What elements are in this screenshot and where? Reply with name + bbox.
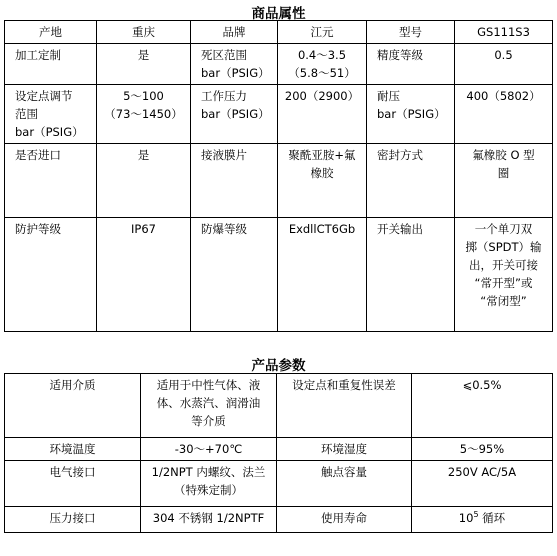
params-title: 产品参数 — [251, 358, 306, 374]
attributes-cell: 防护等级 — [5, 218, 97, 332]
attributes-table — [4, 20, 553, 332]
params-cell: 5～95% — [412, 438, 553, 461]
attributes-cell: 聚酰亚胺+氟 橡胶 — [278, 144, 367, 218]
attributes-cell: 是 — [97, 144, 191, 218]
attributes-row — [5, 21, 553, 44]
attributes-cell: 是 — [97, 44, 191, 85]
attributes-cell: GS111S3 — [455, 21, 553, 44]
attributes-cell: ExdllCT6Gb — [278, 218, 367, 332]
attributes-cell: IP67 — [97, 218, 191, 332]
attributes-cell: 耐压 bar（PSIG） — [367, 85, 455, 144]
params-table — [4, 373, 553, 533]
attributes-cell: 防爆等级 — [191, 218, 278, 332]
params-row — [5, 374, 553, 438]
attributes-row — [5, 144, 553, 218]
attributes-cell: 开关输出 — [367, 218, 455, 332]
params-cell: 304 不锈钢 1/2NPTF — [141, 507, 277, 533]
attributes-cell: 一个单刀双 掷（SPDT）输 出，开关可接 “常开型”或 “常闭型” — [455, 218, 553, 332]
params-cell: 触点容量 — [277, 461, 412, 507]
params-row — [5, 507, 553, 533]
attributes-cell: 200（2900） — [278, 85, 367, 144]
attributes-cell: 0.5 — [455, 44, 553, 85]
attributes-cell: 型号 — [367, 21, 455, 44]
params-row — [5, 461, 553, 507]
params-cell: 电气接口 — [5, 461, 141, 507]
params-cell: 使用寿命 — [277, 507, 412, 533]
params-cell: ⩽0.5% — [412, 374, 553, 438]
attributes-cell: 工作压力 bar（PSIG） — [191, 85, 278, 144]
params-cell: 环境湿度 — [277, 438, 412, 461]
params-cell: 适用于中性气体、液 体、水蒸汽、润滑油 等介质 — [141, 374, 277, 438]
attributes-cell: 产地 — [5, 21, 97, 44]
service-life-value — [412, 507, 553, 533]
attributes-cell: 加工定制 — [5, 44, 97, 85]
attributes-cell: 5～100 （73～1450） — [97, 85, 191, 144]
attributes-cell: 品牌 — [191, 21, 278, 44]
params-cell: -30～+70℃ — [141, 438, 277, 461]
attributes-cell: 死区范围 bar（PSIG） — [191, 44, 278, 85]
life-unit: 循环 — [478, 511, 506, 525]
params-cell: 250V AC/5A — [412, 461, 553, 507]
params-cell: 压力接口 — [5, 507, 141, 533]
attributes-cell: 400（5802） — [455, 85, 553, 144]
attributes-cell: 是否进口 — [5, 144, 97, 218]
attributes-cell: 0.4～3.5 （5.8～51） — [278, 44, 367, 85]
attributes-title: 商品属性 — [251, 6, 306, 22]
attributes-cell: 江元 — [278, 21, 367, 44]
attributes-cell: 接液膜片 — [191, 144, 278, 218]
life-base: 10 — [458, 511, 474, 525]
attributes-cell: 重庆 — [97, 21, 191, 44]
params-cell: 适用介质 — [5, 374, 141, 438]
attributes-row — [5, 218, 553, 332]
attributes-row — [5, 85, 553, 144]
params-cell: 环境温度 — [5, 438, 141, 461]
attributes-cell: 设定点调节 范围 bar（PSIG） — [5, 85, 97, 144]
params-cell: 设定点和重复性误差 — [277, 374, 412, 438]
params-cell: 1/2NPT 内螺纹、法兰 （特殊定制） — [141, 461, 277, 507]
attributes-row — [5, 44, 553, 85]
attributes-cell: 密封方式 — [367, 144, 455, 218]
life-exponent: 5 — [473, 510, 479, 520]
attributes-cell: 氟橡胶 O 型 圈 — [455, 144, 553, 218]
params-row — [5, 438, 553, 461]
attributes-cell: 精度等级 — [367, 44, 455, 85]
